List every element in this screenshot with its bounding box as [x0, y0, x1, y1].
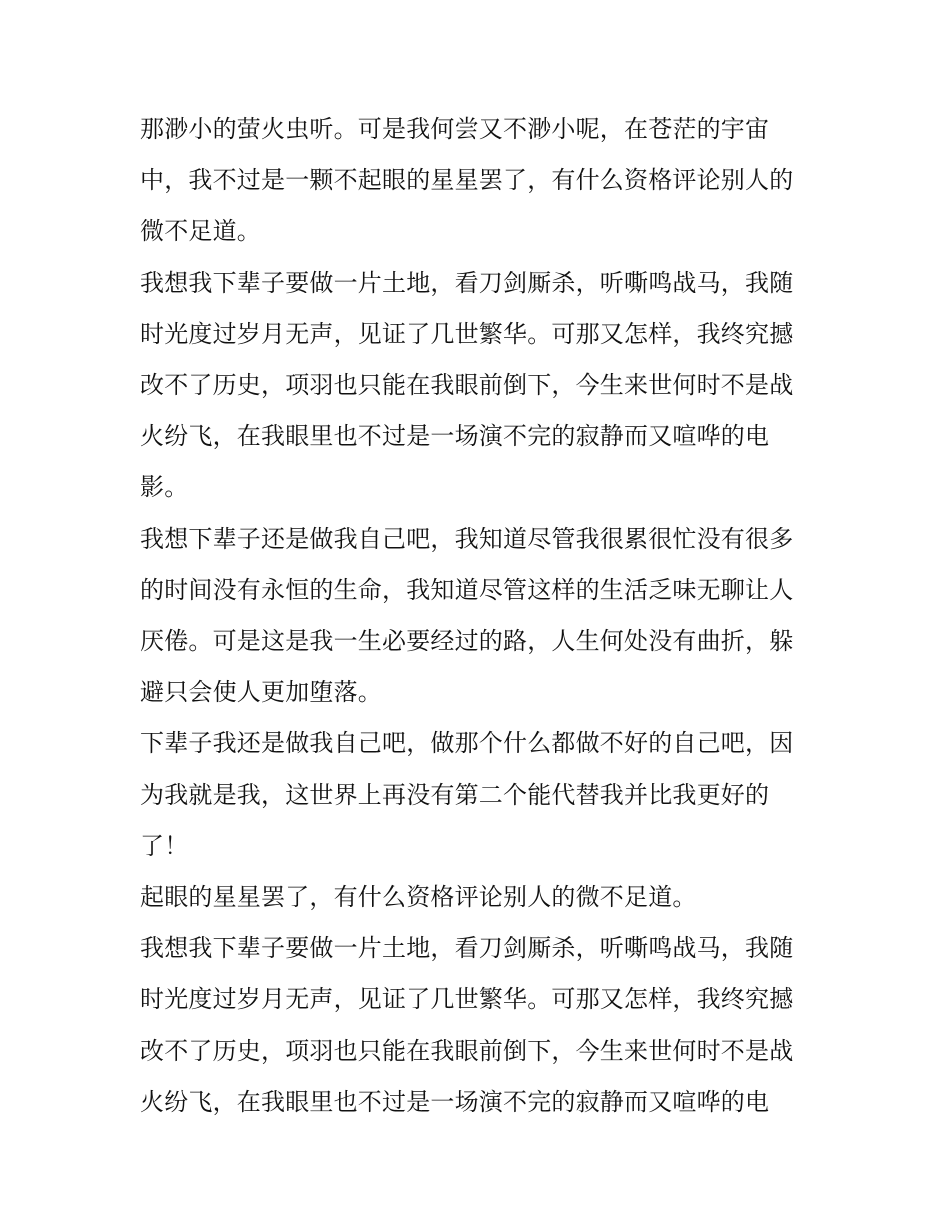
paragraph: 我想我下辈子要做一片土地，看刀剑厮杀，听嘶鸣战马，我随时光度过岁月无声，见证了几世繁华。可那又怎样，我终究撼改不了历史，项羽也只能在我眼前倒下，今生来世何时不是战火纷飞，在我眼里也不过是一场演不完的寂静而又喧哗的电: [140, 934, 794, 1116]
paragraph: 下辈子我还是做我自己吧，做那个什么都做不好的自己吧，因为我就是我，这世界上再没有第二个能代替我并比我更好的了！: [140, 729, 794, 860]
paragraph: 那渺小的萤火虫听。可是我何尝又不渺小呢，在苍茫的宇宙中，我不过是一颗不起眼的星星罢了，有什么资格评论别人的微不足道。: [140, 115, 794, 246]
paragraph: 我想我下辈子要做一片土地，看刀剑厮杀，听嘶鸣战马，我随时光度过岁月无声，见证了几世繁华。可那又怎样，我终究撼改不了历史，项羽也只能在我眼前倒下，今生来世何时不是战火纷飞，在我眼里也不过是一场演不完的寂静而又喧哗的电影。: [140, 268, 794, 502]
paragraph: 起眼的星星罢了，有什么资格评论别人的微不足道。: [140, 883, 697, 912]
document-body: [140, 104, 816, 1128]
paragraph: 我想下辈子还是做我自己吧，我知道尽管我很累很忙没有很多的时间没有永恒的生命，我知道尽管这样的生活乏味无聊让人厌倦。可是这是我一生必要经过的路，人生何处没有曲折，躲避只会使人更加堕落。: [140, 524, 794, 707]
